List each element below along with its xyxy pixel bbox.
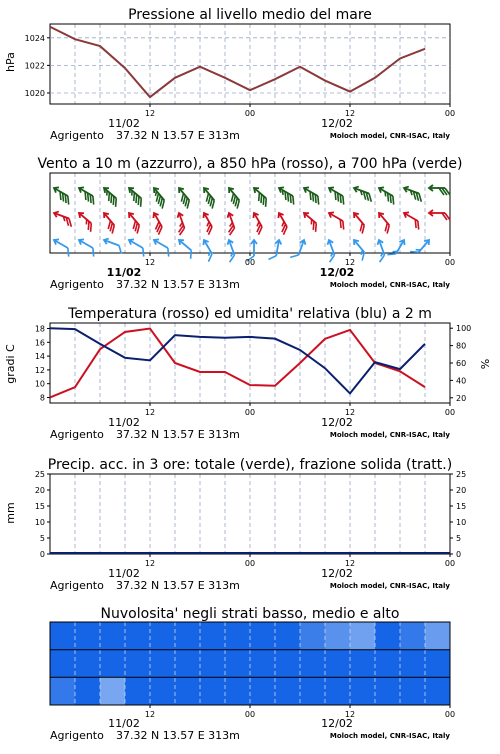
cloud-cell: [325, 650, 351, 678]
wind-barb: [199, 186, 220, 209]
wind-date-2: 12/02: [319, 266, 355, 279]
temperature-line: [50, 329, 425, 398]
pressure-ylabel: hPa: [4, 52, 17, 72]
x-tick-label: 00: [444, 109, 456, 118]
cloud-cell: [250, 650, 276, 678]
barb-flag: [64, 248, 72, 257]
wind-barb: [326, 210, 349, 229]
precip-panel: [4, 457, 466, 592]
x-tick-label: 12: [144, 559, 156, 568]
barb-flag: [164, 248, 172, 257]
barb-flag: [228, 255, 236, 262]
temperature-location-coords: 37.32 N 13.57 E 313m: [116, 428, 240, 441]
cloud-cell: [375, 677, 401, 705]
cloud-cell: [175, 622, 201, 650]
barb-flag: [268, 255, 276, 261]
cloud-cell: [100, 677, 126, 705]
wind-date-1: 11/02: [106, 266, 142, 279]
wind-barb: [51, 237, 74, 256]
wind-barb: [273, 212, 292, 235]
cloud-cell: [300, 677, 326, 705]
cloud-cell: [325, 622, 351, 650]
wind-barb: [349, 211, 370, 234]
wind-frame: [50, 173, 450, 253]
cloud-cell: [325, 677, 351, 705]
y-tick-label: 14: [34, 352, 45, 362]
cloud-cell: [275, 650, 301, 678]
precip-ylabel: mm: [4, 502, 17, 524]
x-tick-label: 12: [344, 408, 356, 417]
wind-panel: [37, 156, 462, 291]
x-tick-label: 00: [444, 710, 456, 719]
y-right-tick-label: 40: [456, 376, 467, 386]
cloud-cell: [350, 677, 376, 705]
barb-flag: [290, 253, 298, 260]
cloud-cell: [225, 650, 251, 678]
cloud-cell: [225, 677, 251, 705]
cloud-cell: [100, 622, 126, 650]
wind-location-coords: 37.32 N 13.57 E 313m: [116, 278, 240, 291]
cloud-cell: [400, 650, 426, 678]
cloud-cell: [150, 677, 176, 705]
cloud-cell: [275, 622, 301, 650]
cloud-cell: [150, 650, 176, 678]
y-tick-label: 16: [34, 338, 45, 348]
wind-barb: [387, 237, 406, 260]
x-tick-label: 12: [344, 559, 356, 568]
cloud-cell: [200, 677, 226, 705]
cloud-cell: [125, 650, 151, 678]
precip-date-2: 12/02: [321, 567, 353, 580]
precip-model-credit: Moloch model, CNR-ISAC, Italy: [329, 582, 450, 590]
cloud-cell: [375, 650, 401, 678]
cloud-cell: [425, 622, 451, 650]
x-tick-label: 00: [244, 258, 256, 267]
barb-flag: [206, 254, 215, 262]
wind-grid: [75, 173, 425, 253]
temperature-grid: [75, 323, 425, 403]
temperature-series: [50, 328, 425, 397]
cloud-cell: [375, 622, 401, 650]
barb-flag: [89, 248, 97, 257]
precip-location-name: Agrigento: [50, 579, 104, 592]
wind-barb: [126, 237, 149, 256]
x-tick-label: 12: [144, 710, 156, 719]
y-tick-label: 10: [34, 379, 45, 389]
pressure-frame: [50, 24, 450, 104]
wind-model-credit: Moloch model, CNR-ISAC, Italy: [329, 281, 450, 289]
x-tick-label: 00: [244, 408, 256, 417]
precip-frame: [50, 474, 450, 554]
y-tick-label: 10: [34, 518, 45, 527]
x-tick-label: 12: [344, 258, 356, 267]
y-tick-label: 8: [39, 393, 45, 403]
cloud-location-name: Agrigento: [50, 729, 104, 742]
y-right-tick-label: 0: [456, 550, 462, 559]
wind-barb: [429, 185, 450, 195]
cloud-location-coords: 37.32 N 13.57 E 313m: [116, 729, 240, 742]
pressure-panel: [4, 7, 455, 142]
humidity-ylabel: %: [479, 358, 492, 370]
pressure-date-1: 11/02: [108, 117, 140, 130]
y-right-tick-label: 20: [456, 393, 467, 403]
temperature-panel: [4, 306, 492, 441]
cloud-cell: [300, 650, 326, 678]
x-tick-label: 00: [444, 559, 456, 568]
y-right-tick-label: 100: [456, 324, 472, 334]
temperature-model-credit: Moloch model, CNR-ISAC, Italy: [329, 431, 450, 439]
wind-barb: [374, 211, 395, 234]
wind-barb: [326, 185, 349, 204]
wind-title: Vento a 10 m (azzurro), a 850 hPa (rosso), a 700 hPa (verde): [37, 156, 463, 172]
wind-barb: [248, 212, 267, 235]
precip-grid: [75, 474, 425, 554]
y-tick-label: 20: [34, 486, 45, 495]
cloud-cell: [350, 650, 376, 678]
wind-barb: [290, 238, 307, 261]
wind-barb: [410, 236, 431, 259]
temperature-ylabel: gradi C: [4, 344, 17, 384]
temperature-title: Temperatura (rosso) ed umidita' relativa (blu) a 2 m: [68, 306, 432, 322]
x-tick-label: 00: [444, 408, 456, 417]
wind-location-name: Agrigento: [50, 278, 104, 291]
cloud-cell: [200, 622, 226, 650]
cloud-cell: [175, 677, 201, 705]
cloud-cell: [200, 650, 226, 678]
pressure-model-credit: Moloch model, CNR-ISAC, Italy: [329, 132, 450, 140]
cloud-cell: [425, 677, 451, 705]
wind-barb: [51, 185, 74, 204]
cloud-cell: [250, 677, 276, 705]
cloud-title: Nuvolosita' negli strati basso, medio e alto: [100, 606, 400, 622]
wind-barb: [198, 212, 217, 235]
barb-flag: [328, 255, 336, 262]
pressure-line: [50, 27, 425, 97]
pressure-location-name: Agrigento: [50, 129, 104, 142]
cloud-cell: [400, 622, 426, 650]
cloud-cell: [50, 677, 76, 705]
x-tick-label: 12: [144, 109, 156, 118]
wind-barb: [76, 185, 99, 204]
x-tick-label: 00: [244, 109, 256, 118]
x-tick-label: 00: [244, 559, 256, 568]
wind-barb: [102, 237, 125, 254]
y-right-tick-label: 80: [456, 341, 467, 351]
x-tick-label: 12: [144, 408, 156, 417]
pressure-xticks: [145, 104, 455, 118]
y-tick-label: 25: [34, 470, 45, 479]
humidity-line: [50, 328, 425, 393]
wind-barb: [100, 186, 123, 207]
wind-barb: [250, 186, 273, 207]
y-right-tick-label: 25: [456, 470, 467, 479]
barb-staff: [179, 240, 191, 250]
temperature-frame: [50, 323, 450, 403]
y-tick-label: 1024: [24, 33, 45, 43]
y-tick-label: 1020: [24, 88, 45, 98]
y-right-tick-label: 60: [456, 359, 467, 368]
cloud-cell: [350, 622, 376, 650]
y-tick-label: 15: [34, 502, 45, 511]
wind-barb: [429, 210, 450, 220]
cloud-cell: [150, 622, 176, 650]
cloud-panel: [50, 606, 455, 742]
wind-barb: [76, 237, 99, 256]
precip-date-1: 11/02: [108, 567, 140, 580]
cloud-cell: [125, 677, 151, 705]
wind-barb: [124, 211, 145, 234]
cloud-cell: [75, 650, 101, 678]
y-right-tick-label: 10: [456, 518, 467, 527]
temperature-xticks: [145, 403, 455, 417]
y-tick-label: 1022: [24, 61, 45, 71]
cloud-date-2: 12/02: [321, 717, 353, 730]
pressure-title: Pressione al livello medio del mare: [128, 7, 372, 23]
cloud-cell: [300, 622, 326, 650]
cloud-cell: [250, 622, 276, 650]
wind-barb: [301, 185, 324, 204]
cloud-xticks: [145, 705, 455, 719]
wind-barb: [376, 185, 399, 204]
cloud-cell: [75, 622, 101, 650]
temperature-location-name: Agrigento: [50, 428, 104, 441]
y-tick-label: 12: [34, 365, 45, 375]
cloud-cell: [75, 677, 101, 705]
temperature-date-2: 12/02: [321, 416, 353, 429]
cloud-cell: [225, 622, 251, 650]
pressure-date-2: 12/02: [321, 117, 353, 130]
barb-flag: [187, 250, 195, 259]
wind-barb: [224, 186, 245, 209]
cloud-cell: [125, 622, 151, 650]
x-tick-label: 12: [144, 258, 156, 267]
cloud-cell: [50, 650, 76, 678]
barb-flag: [359, 252, 368, 260]
wind-barb: [99, 211, 120, 234]
cloud-model-credit: Moloch model, CNR-ISAC, Italy: [329, 732, 450, 740]
wind-barb: [401, 210, 424, 229]
wind-barb: [149, 186, 170, 209]
wind-barb: [352, 185, 375, 202]
cloud-cell: [50, 622, 76, 650]
x-tick-label: 00: [444, 258, 456, 267]
pressure-grid: [75, 24, 425, 104]
y-right-tick-label: 20: [456, 486, 467, 495]
cloud-cell: [425, 650, 451, 678]
pressure-series: [50, 27, 425, 97]
barb-flag: [139, 248, 147, 257]
y-tick-label: 18: [34, 324, 45, 334]
wind-barb: [268, 239, 281, 261]
precip-yticks: [35, 470, 466, 559]
wind-barb: [175, 238, 198, 259]
cloud-cell: [275, 677, 301, 705]
wind-barb: [148, 212, 167, 235]
y-right-tick-label: 15: [456, 502, 467, 511]
x-tick-label: 12: [344, 109, 356, 118]
wind-barb: [52, 210, 75, 227]
pressure-location-coords: 37.32 N 13.57 E 313m: [116, 129, 240, 142]
precip-xticks: [145, 554, 455, 568]
cloud-date-1: 11/02: [108, 717, 140, 730]
wind-barb: [300, 211, 323, 232]
cloud-cell: [175, 650, 201, 678]
wind-barb: [402, 185, 425, 202]
wind-barb: [198, 239, 217, 262]
y-right-tick-label: 5: [456, 534, 462, 543]
temperature-date-1: 11/02: [108, 416, 140, 429]
precip-location-coords: 37.32 N 13.57 E 313m: [116, 579, 240, 592]
wind-barb: [125, 186, 148, 207]
wind-barb: [151, 237, 174, 256]
cloud-cell: [100, 650, 126, 678]
barb-flag: [378, 255, 386, 262]
cloud-cell: [400, 677, 426, 705]
x-tick-label: 00: [244, 710, 256, 719]
x-tick-label: 12: [344, 710, 356, 719]
y-tick-label: 5: [39, 534, 45, 543]
wind-barb: [276, 185, 299, 204]
precip-title: Precip. acc. in 3 ore: totale (verde), frazione solida (tratt.): [47, 457, 453, 473]
wind-barb: [75, 211, 98, 232]
y-tick-label: 0: [39, 550, 45, 559]
wind-barb: [174, 186, 195, 209]
